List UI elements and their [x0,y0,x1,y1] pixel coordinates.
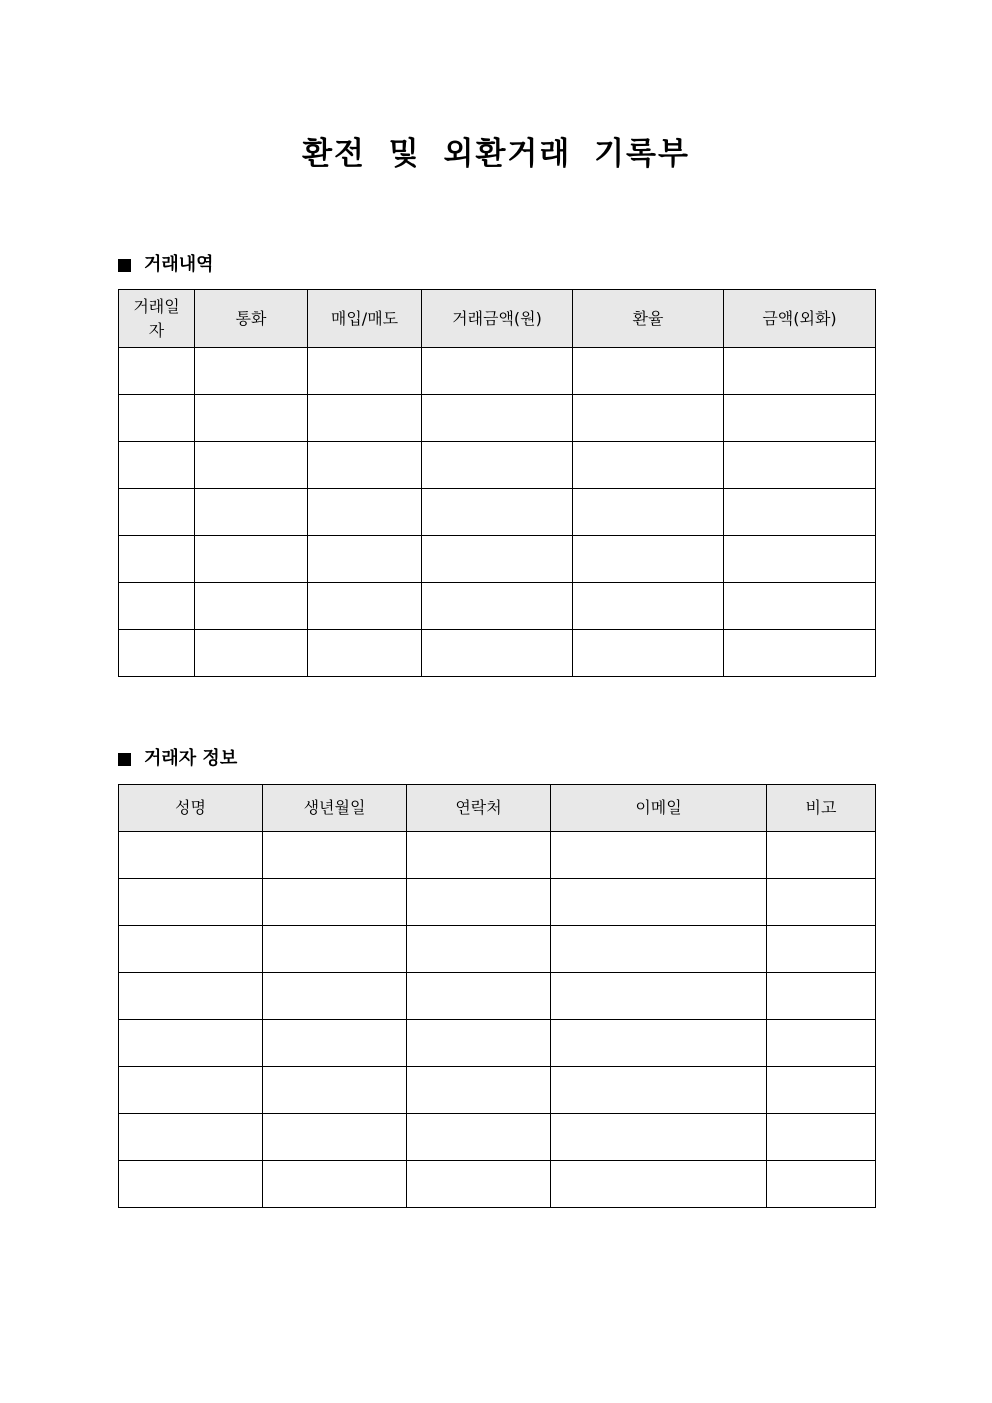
column-header-remarks: 비고 [767,785,876,832]
square-bullet-icon [118,259,131,272]
table-row [119,832,876,879]
table-row [119,1067,876,1114]
table-cell[interactable] [263,1067,407,1114]
table-cell[interactable] [573,536,724,583]
table-row [119,583,876,630]
table-cell[interactable] [407,926,551,973]
table-cell[interactable] [119,489,195,536]
square-bullet-icon [118,753,131,766]
table-cell[interactable] [422,489,573,536]
counterparty-header-row [119,785,876,832]
table-row [119,973,876,1020]
table-cell[interactable] [767,1161,876,1208]
table-cell[interactable] [119,442,195,489]
transactions-header-row [119,290,876,348]
table-cell[interactable] [551,973,767,1020]
table-cell[interactable] [422,630,573,677]
table-cell[interactable] [119,1114,263,1161]
column-header-contact: 연락처 [407,785,551,832]
table-cell[interactable] [551,1020,767,1067]
table-cell[interactable] [767,879,876,926]
table-row [119,926,876,973]
column-header-amount-foreign: 금액(외화) [724,290,876,348]
table-cell[interactable] [263,1020,407,1067]
table-cell[interactable] [573,583,724,630]
table-cell[interactable] [767,1020,876,1067]
table-cell[interactable] [422,583,573,630]
table-cell[interactable] [767,1067,876,1114]
table-cell[interactable] [407,832,551,879]
counterparty-heading-text: 거래자 정보 [144,748,238,769]
table-cell[interactable] [767,973,876,1020]
table-cell[interactable] [724,395,876,442]
table-cell[interactable] [308,536,422,583]
column-header-buy-sell: 매입/매도 [308,290,422,348]
table-cell[interactable] [407,879,551,926]
table-row [119,395,876,442]
table-row [119,442,876,489]
table-cell[interactable] [195,489,308,536]
table-cell[interactable] [724,442,876,489]
table-cell[interactable] [551,879,767,926]
table-row [119,1161,876,1208]
table-cell[interactable] [551,1067,767,1114]
column-header-trade-date-label: 거래일자 [133,296,180,340]
table-cell[interactable] [724,348,876,395]
table-cell[interactable] [119,536,195,583]
table-cell[interactable] [308,630,422,677]
table-cell[interactable] [573,442,724,489]
table-cell[interactable] [551,926,767,973]
table-cell[interactable] [422,442,573,489]
column-header-email: 이메일 [551,785,767,832]
counterparty-table [118,784,876,1208]
table-cell[interactable] [422,348,573,395]
table-cell[interactable] [407,1114,551,1161]
table-cell[interactable] [551,832,767,879]
table-row [119,348,876,395]
table-cell[interactable] [308,489,422,536]
table-cell[interactable] [573,630,724,677]
transactions-section-heading [118,252,214,278]
table-cell[interactable] [308,583,422,630]
table-cell[interactable] [119,879,263,926]
table-cell[interactable] [767,832,876,879]
table-cell[interactable] [767,1114,876,1161]
table-cell[interactable] [119,926,263,973]
table-row [119,536,876,583]
page-title: 환전 및 외환거래 기록부 [302,136,690,172]
table-cell[interactable] [573,489,724,536]
table-cell[interactable] [308,442,422,489]
table-cell[interactable] [308,395,422,442]
table-row [119,489,876,536]
counterparty-section-heading [118,746,237,772]
table-cell[interactable] [263,1161,407,1208]
table-cell[interactable] [551,1114,767,1161]
table-cell[interactable] [119,630,195,677]
transactions-table [118,289,876,677]
table-cell[interactable] [263,926,407,973]
table-row [119,879,876,926]
table-cell[interactable] [724,489,876,536]
table-cell[interactable] [767,926,876,973]
table-cell[interactable] [195,630,308,677]
table-cell[interactable] [573,348,724,395]
table-cell[interactable] [195,536,308,583]
column-header-amount-krw: 거래금액(원) [422,290,573,348]
table-cell[interactable] [573,395,724,442]
table-cell[interactable] [195,348,308,395]
column-header-currency: 통화 [195,290,308,348]
table-cell[interactable] [119,832,263,879]
table-cell[interactable] [422,536,573,583]
table-cell[interactable] [724,630,876,677]
transactions-body [119,348,876,677]
table-cell[interactable] [263,879,407,926]
table-cell[interactable] [407,1067,551,1114]
table-cell[interactable] [119,1067,263,1114]
table-row [119,1114,876,1161]
table-cell[interactable] [119,973,263,1020]
table-cell[interactable] [263,1114,407,1161]
table-cell[interactable] [195,442,308,489]
table-cell[interactable] [263,973,407,1020]
column-header-name: 성명 [119,785,263,832]
column-header-exchange-rate: 환율 [573,290,724,348]
table-cell[interactable] [119,348,195,395]
column-header-trade-date [119,290,195,348]
transactions-heading-text: 거래내역 [144,254,214,275]
table-cell[interactable] [263,832,407,879]
column-header-birth-date: 생년월일 [263,785,407,832]
table-cell[interactable] [119,395,195,442]
table-cell[interactable] [551,1161,767,1208]
table-cell[interactable] [308,348,422,395]
counterparty-body [119,832,876,1208]
table-cell[interactable] [119,583,195,630]
table-cell[interactable] [407,1020,551,1067]
table-cell[interactable] [195,583,308,630]
table-cell[interactable] [422,395,573,442]
table-cell[interactable] [724,583,876,630]
table-row [119,1020,876,1067]
table-cell[interactable] [407,1161,551,1208]
table-cell[interactable] [724,536,876,583]
table-cell[interactable] [195,395,308,442]
table-cell[interactable] [407,973,551,1020]
table-cell[interactable] [119,1020,263,1067]
table-cell[interactable] [119,1161,263,1208]
table-row [119,630,876,677]
